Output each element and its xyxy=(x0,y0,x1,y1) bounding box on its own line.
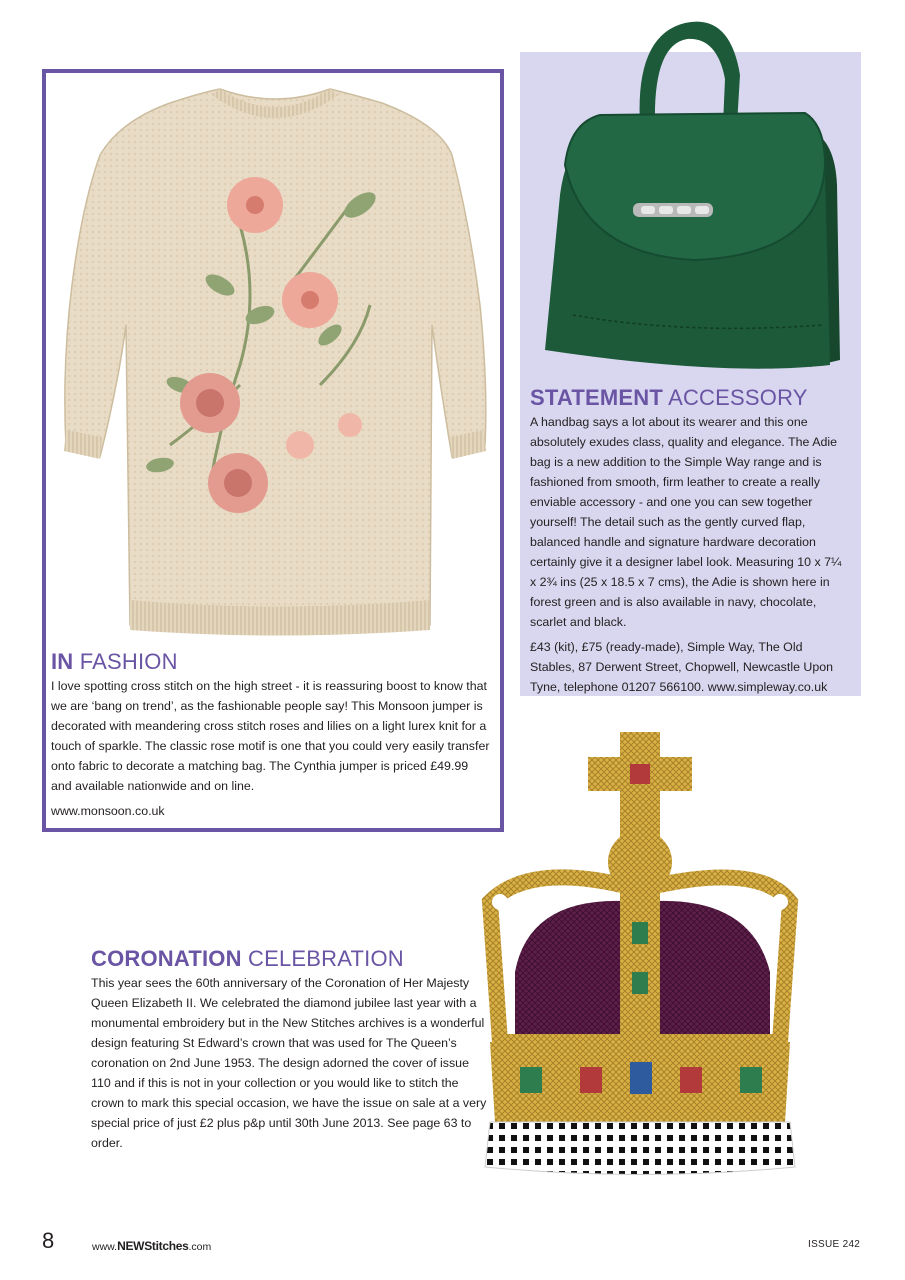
monsoon-link[interactable]: www.monsoon.co.uk xyxy=(51,804,165,818)
page-number: 8 xyxy=(42,1228,55,1253)
handbag-handle xyxy=(640,22,740,125)
statement-accessory-paragraph: A handbag says a lot about its wearer and this one absolutely exudes class, quality and elegance. The Adie bag is a new addition to the Simple Way range and is fashioned from smooth, firm leather to create a really enviable accessory - and one you can sew together yourself! The detail such as the gently curved flap, balanced handle and signature hardware decoration certainly give it a designer label look. Measuring 10 x 7¼ x 2¾ ins (25 x 18.5 x 7 cms), the Adie is shown here in forest green and is also available in navy, chocolate, scarlet and black. xyxy=(530,415,842,629)
jumper-photo xyxy=(60,85,490,640)
coronation-text xyxy=(91,973,491,1158)
crown-photo xyxy=(460,712,880,1252)
coronation-paragraph: This year sees the 60th anniversary of the Coronation of Her Majesty Queen Elizabeth II. We celebrated the diamond jubilee last year with a monumental embroidery but in the New Stitches archives is a wonderful design featuring St Edward’s crown that was used for The Queen’s coronation on 2nd June 1953. The design adorned the cover of issue 110 and if this is not in your collection or you would like to stitch the crown to mark this special occasion, we have the issue on sale at a very special price of just £2 plus p&p until 30th June 2013. See page 63 to order. xyxy=(91,976,487,1150)
in-fashion-heading xyxy=(51,651,178,673)
coronation-heading-bold: CORONATION xyxy=(91,946,242,971)
jumper-body xyxy=(65,89,486,633)
statement-accessory-heading-bold: STATEMENT xyxy=(530,385,663,410)
in-fashion-heading-light: FASHION xyxy=(79,649,178,674)
statement-accessory-heading xyxy=(530,387,808,409)
in-fashion-paragraph: I love spotting cross stitch on the high street - it is reassuring boost to know that we are ‘bang on trend’, as the fashionable people say! This Monsoon jumper is decorated with meandering cross stitch roses and lilies on a light lurex knit for a touch of sparkle. The classic rose motif is one that you could very easily transfer onto fabric to decorate a matching bag. The Cynthia jumper is priced £49.99 and available nationwide and on line. xyxy=(51,679,490,793)
in-fashion-text xyxy=(51,676,491,826)
footer-brand-stitches: Stitches xyxy=(144,1239,189,1253)
crown-cross xyxy=(588,732,692,842)
statement-accessory-price: £43 (kit), £75 (ready-made), Simple Way, The Old Stables, 87 Derwent Street, Chopwell, Newcastle Upon Tyne, telephone 01207 566100. www.simpleway.co.uk xyxy=(530,640,834,694)
statement-accessory-text xyxy=(530,412,850,702)
footer-url[interactable] xyxy=(92,1240,211,1253)
coronation-heading xyxy=(91,948,404,970)
crown-ermine xyxy=(485,1122,795,1175)
statement-accessory-heading-light: ACCESSORY xyxy=(668,385,808,410)
handbag-photo xyxy=(525,15,865,390)
handbag-hardware xyxy=(633,203,713,217)
footer-url-prefix: www. xyxy=(92,1241,118,1253)
issue-number: ISSUE 242 xyxy=(808,1239,861,1250)
footer-url-suffix: .com xyxy=(188,1241,212,1253)
in-fashion-heading-bold: IN xyxy=(51,649,74,674)
coronation-heading-light: CELEBRATION xyxy=(248,946,404,971)
footer-brand-new: NEW xyxy=(117,1239,145,1253)
